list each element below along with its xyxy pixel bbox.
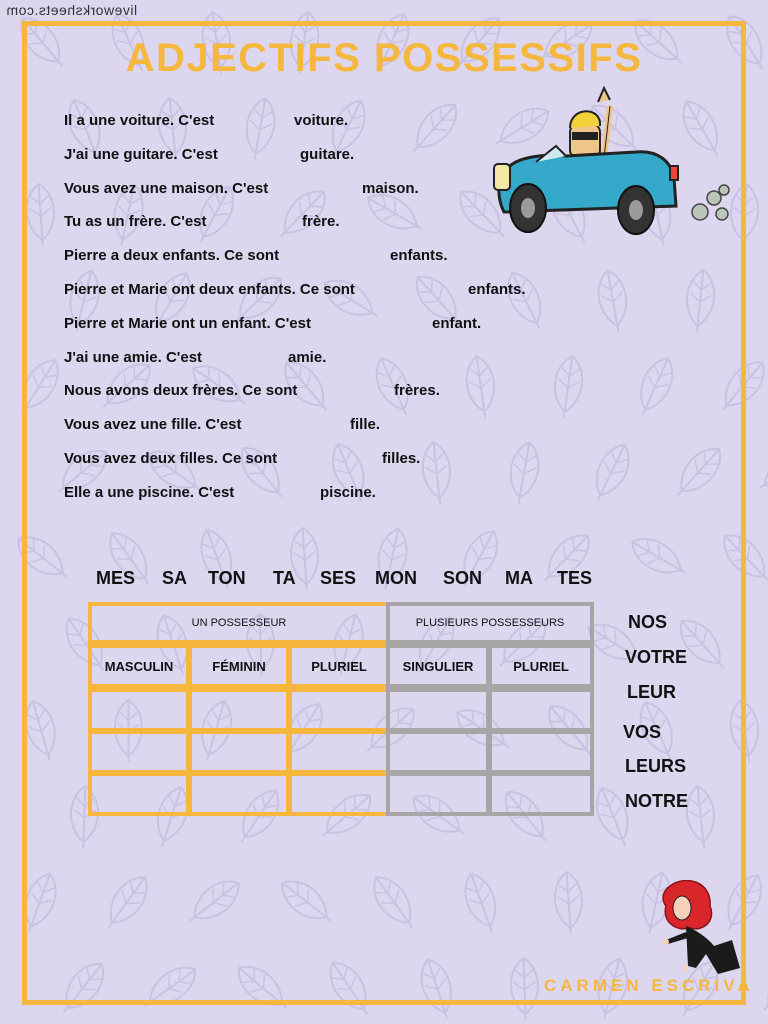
sentence-noun: amie. bbox=[288, 348, 327, 366]
sentence-noun: guitare. bbox=[300, 145, 355, 163]
answer-cell[interactable] bbox=[488, 772, 594, 816]
exercise-sentence bbox=[64, 483, 376, 501]
sentence-prompt: Vous avez une maison. C'est bbox=[64, 179, 269, 197]
sentence-prompt: Nous avons deux frères. Ce sont bbox=[64, 382, 298, 400]
answer-cell[interactable] bbox=[488, 730, 594, 774]
sentence-noun: voiture. bbox=[294, 112, 349, 129]
author-avatar-illustration bbox=[656, 880, 746, 980]
header-many-owners: PLUSIEURS POSSESSEURS bbox=[386, 602, 594, 644]
answer-cell[interactable] bbox=[188, 772, 290, 816]
sentence-noun: piscine. bbox=[320, 483, 376, 501]
sentence-prompt: J'ai une amie. C'est bbox=[64, 348, 203, 366]
leaf-icon bbox=[755, 957, 768, 1019]
sentence-prompt: Vous avez deux filles. Ce sont bbox=[64, 450, 278, 467]
column-pluriel-one: PLURIEL bbox=[288, 644, 390, 688]
sentence-prompt: Il a une voiture. C'est bbox=[64, 112, 215, 129]
word-bank-plural-item: LEUR bbox=[627, 682, 676, 702]
column-singulier: SINGULIER bbox=[386, 644, 490, 688]
header-one-owner: UN POSSESSEUR bbox=[88, 602, 390, 644]
answer-cell[interactable] bbox=[288, 688, 390, 732]
word-bank-plural-item: NOS bbox=[628, 612, 668, 632]
word-bank-plural-item: VOTRE bbox=[625, 647, 688, 667]
column-masculin: MASCULIN bbox=[88, 644, 190, 688]
exercise-sentence bbox=[64, 314, 482, 332]
word-bank-plural-item: VOS bbox=[623, 722, 662, 742]
leaf-icon bbox=[763, 267, 768, 335]
author-name: CARMEN ESCRIVA bbox=[544, 976, 754, 995]
word-bank-item: TES bbox=[557, 568, 593, 588]
word-bank-item: SA bbox=[162, 568, 188, 588]
exercise-sentence bbox=[64, 179, 419, 197]
word-bank-item: SON bbox=[443, 568, 483, 588]
word-bank-item: MA bbox=[505, 568, 533, 588]
sentence-prompt: Vous avez une fille. C'est bbox=[64, 416, 242, 434]
sentence-noun: enfant. bbox=[432, 314, 482, 332]
column-pluriel-many: PLURIEL bbox=[488, 644, 594, 688]
word-bank-item: MES bbox=[96, 568, 136, 588]
exercise-sentence bbox=[64, 450, 421, 467]
word-bank-plural-item: LEURS bbox=[625, 756, 687, 776]
answer-cell[interactable] bbox=[386, 772, 490, 816]
exercise-sentence bbox=[64, 348, 327, 366]
sentence-noun: frères. bbox=[394, 382, 440, 400]
sentence-prompt: Pierre a deux enfants. Ce sont bbox=[64, 247, 280, 265]
sentence-prompt: J'ai une guitare. C'est bbox=[64, 145, 218, 163]
sentence-prompt: Elle a une piscine. C'est bbox=[64, 483, 235, 501]
exercise-sentence bbox=[64, 145, 355, 163]
answer-cell[interactable] bbox=[188, 730, 290, 774]
exercise-sentence bbox=[64, 416, 381, 434]
sentence-noun: frère. bbox=[302, 213, 340, 231]
answer-cell[interactable] bbox=[188, 688, 290, 732]
watermark-text: liveworksheets.com bbox=[6, 2, 138, 18]
leaf-icon bbox=[764, 611, 768, 679]
page-title: ADJECTIFS POSSESSIFS bbox=[125, 36, 643, 80]
exercise-sentence bbox=[64, 382, 440, 400]
answer-cell[interactable] bbox=[386, 730, 490, 774]
sentence-noun: maison. bbox=[362, 179, 419, 197]
sentence-prompt: Pierre et Marie ont un enfant. C'est bbox=[64, 314, 311, 332]
word-bank-item: TON bbox=[208, 568, 246, 588]
sentence-prompt: Pierre et Marie ont deux enfants. Ce sont bbox=[64, 281, 355, 298]
word-bank-item: TA bbox=[273, 568, 296, 588]
sentence-noun: enfants. bbox=[468, 281, 526, 298]
word-bank-item: MON bbox=[375, 568, 417, 588]
sentence-prompt: Tu as un frère. C'est bbox=[64, 213, 207, 231]
sentence-noun: filles. bbox=[382, 450, 421, 467]
sentence-noun: enfants. bbox=[390, 247, 448, 265]
answer-cell[interactable] bbox=[88, 688, 190, 732]
car-driver-illustration bbox=[486, 86, 736, 246]
answer-cell[interactable] bbox=[386, 688, 490, 732]
word-bank-item: SES bbox=[320, 568, 357, 588]
answer-cell[interactable] bbox=[288, 772, 390, 816]
answer-cell[interactable] bbox=[288, 730, 390, 774]
exercise-sentence bbox=[64, 281, 526, 298]
exercise-sentence bbox=[64, 213, 340, 231]
sentence-noun: fille. bbox=[350, 416, 381, 434]
answer-cell[interactable] bbox=[88, 772, 190, 816]
answer-cell[interactable] bbox=[88, 730, 190, 774]
leaf-icon bbox=[752, 444, 768, 500]
exercise-sentence bbox=[64, 247, 448, 265]
exercise-sentence bbox=[64, 112, 349, 129]
column-feminin: FÉMININ bbox=[188, 644, 290, 688]
answer-cell[interactable] bbox=[488, 688, 594, 732]
word-bank-plural-item: NOTRE bbox=[625, 791, 688, 811]
